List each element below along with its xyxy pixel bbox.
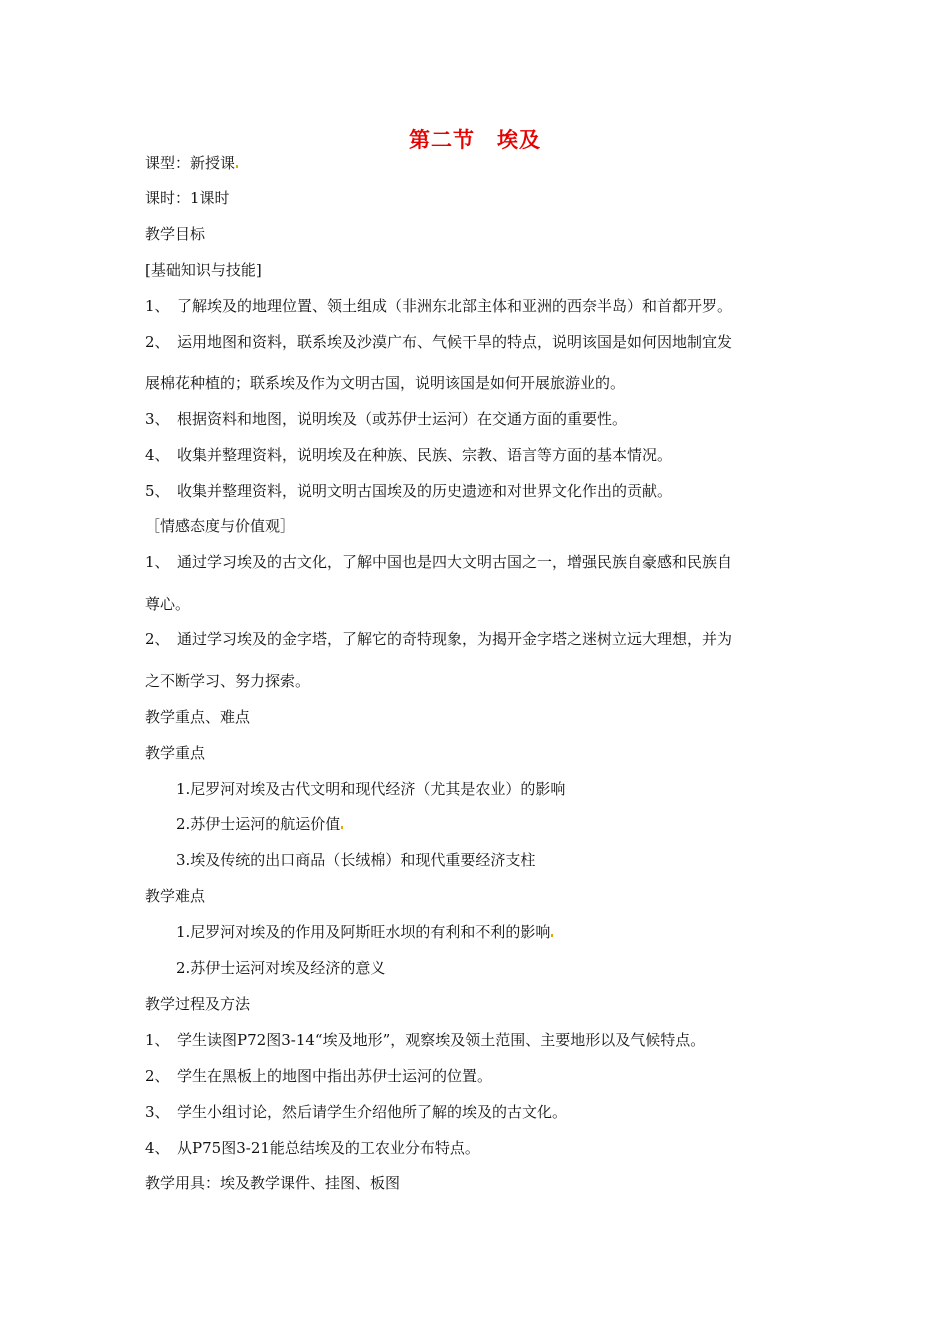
- subsection-heading: [基础知识与技能]: [145, 261, 262, 279]
- objective-item: 4、 收集并整理资料，说明埃及在种族、民族、宗教、语言等方面的基本情况。: [145, 446, 673, 464]
- difficulty-item: 1.尼罗河对埃及的作用及阿斯旺水坝的有利和不利的影响: [176, 922, 553, 942]
- process-item: 2、 学生在黑板上的地图中指出苏伊士运河的位置。: [145, 1067, 493, 1085]
- objective-item-continued: 之不断学习、努力探索。: [145, 672, 311, 690]
- key-point-item: 2.苏伊士运河的航运价值: [176, 814, 343, 834]
- edit-mark: [236, 165, 238, 168]
- page-title: 第二节 埃及: [409, 128, 541, 152]
- edit-mark: [341, 826, 343, 829]
- key-point-item: 1.尼罗河对埃及古代文明和现代经济（尤其是农业）的影响: [176, 780, 566, 798]
- objective-item: 1、 了解埃及的地理位置、领土组成（非洲东北部主体和亚洲的西奈半岛）和首都开罗。: [145, 297, 733, 315]
- subsection-heading: ［情感态度与价值观］: [145, 517, 296, 535]
- objective-item: 1、 通过学习埃及的古文化，了解中国也是四大文明古国之一，增强民族自豪感和民族自: [145, 553, 733, 571]
- section-heading: 教学目标: [145, 225, 206, 243]
- section-heading: 教学过程及方法: [145, 995, 251, 1013]
- course-hours: 课时：1课时: [145, 189, 230, 207]
- objective-item: 2、 通过学习埃及的金字塔，了解它的奇特现象，为揭开金字塔之迷树立远大理想，并为: [145, 630, 733, 648]
- objective-item-continued: 尊心。: [145, 595, 191, 613]
- teaching-tools: 教学用具：埃及教学课件、挂图、板图: [145, 1174, 401, 1192]
- subsection-heading: 教学重点: [145, 744, 206, 762]
- edit-mark: [551, 934, 553, 937]
- difficulty-item: 2.苏伊士运河对埃及经济的意义: [176, 959, 386, 977]
- process-item: 1、 学生读图P72图3-14“埃及地形”，观察埃及领土范围、主要地形以及气候特点。: [145, 1031, 706, 1049]
- objective-item: 5、 收集并整理资料，说明文明古国埃及的历史遗迹和对世界文化作出的贡献。: [145, 482, 673, 500]
- key-point-item: 3.埃及传统的出口商品（长绒棉）和现代重要经济支柱: [176, 851, 536, 869]
- process-item: 4、 从P75图3-21能总结埃及的工农业分布特点。: [145, 1139, 480, 1157]
- objective-item-continued: 展棉花种植的；联系埃及作为文明古国，说明该国是如何开展旅游业的。: [145, 374, 626, 392]
- subsection-heading: 教学难点: [145, 887, 206, 905]
- objective-item: 3、 根据资料和地图，说明埃及（或苏伊士运河）在交通方面的重要性。: [145, 410, 628, 428]
- process-item: 3、 学生小组讨论，然后请学生介绍他所了解的埃及的古文化。: [145, 1103, 568, 1121]
- section-heading: 教学重点、难点: [145, 708, 251, 726]
- objective-item: 2、 运用地图和资料，联系埃及沙漠广布、气候干旱的特点，说明该国是如何因地制宜发: [145, 333, 733, 351]
- course-type: 课型：新授课: [145, 153, 238, 173]
